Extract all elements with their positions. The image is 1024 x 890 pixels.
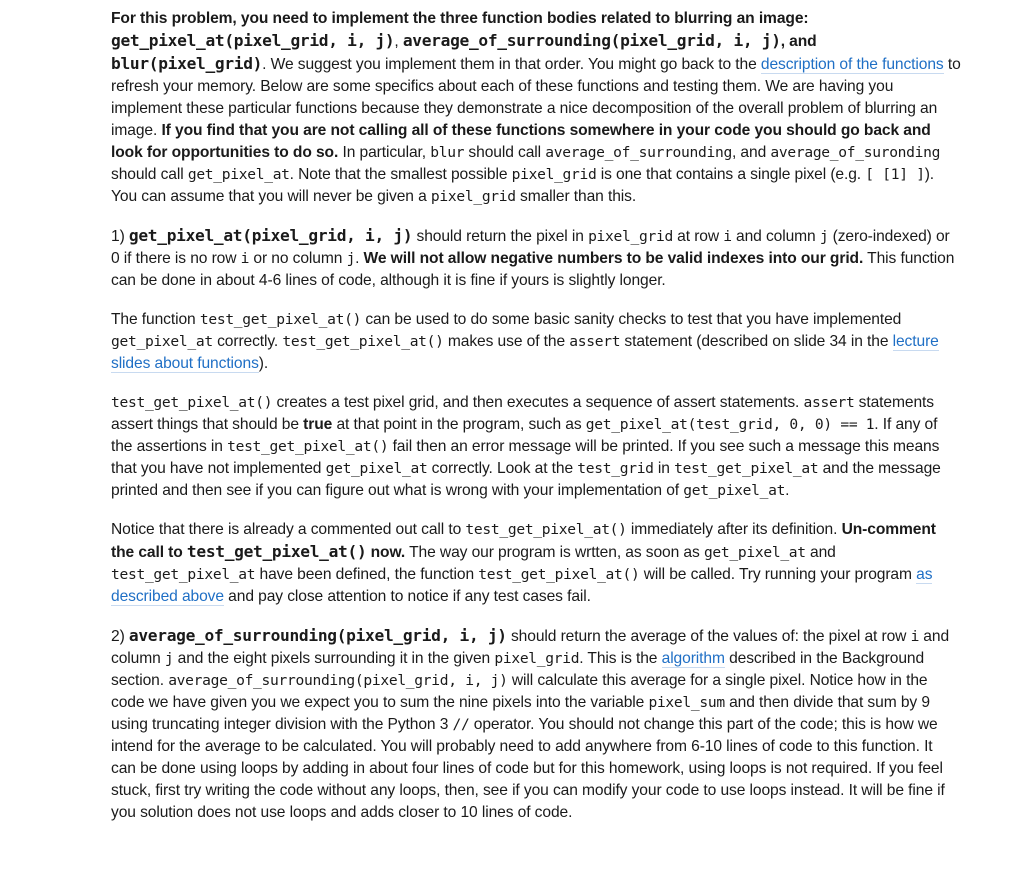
intro-paragraph: For this problem, you need to implement the three function bodies related to blurring an image: get_pixel_at(pixel_grid, i, j), average_of_surrounding(pixel_grid, i, j), and blur(pixel_grid). We suggest you implement them in that order. You might go back to the description of the functions to refresh your memory. Below are some specifics about each of these functions and testing them. We are having you implement these particular functions because they demonstrate a nice decomposition of the overall problem of blurring an image. If you find that you are not calling all of these functions somewhere in your code you should go back and look for opportunities to do so. In particular, blur should call average_of_surrounding, and average_of_suronding should call get_pixel_at. Note that the smallest possible pixel_grid is one that contains a single pixel (e.g. [ [1] ]). You can assume that you will never be given a pixel_grid smaller than this. — [111, 10, 961, 205]
blur-signature: blur(pixel_grid) — [111, 54, 263, 73]
lecture-slides-link[interactable]: lecture slides about functions — [111, 333, 939, 372]
description-of-functions-link[interactable]: description of the functions — [760, 56, 944, 73]
item-number: 1) — [111, 228, 129, 245]
negative-index-note: We will not allow negative numbers to be valid indexes into our grid. — [363, 250, 864, 267]
algorithm-link[interactable]: algorithm — [661, 650, 725, 667]
test-function-paragraph: The function test_get_pixel_at() can be used to do some basic sanity checks to test that you have implemented get_pixel_at correctly. test_get_pixel_at() makes use of the assert statement (described on slide 34 in the lecture slides about functions). — [111, 311, 939, 372]
as-described-above-link[interactable]: as described above — [111, 566, 933, 605]
calling-functions-note: If you find that you are not calling all of these functions somewhere in your code you should go back and look for opportunities to do so. — [111, 122, 931, 161]
average-of-surrounding-heading: average_of_surrounding(pixel_grid, i, j) — [128, 626, 507, 645]
homework-instructions — [111, 8, 961, 841]
uncomment-call-paragraph: Notice that there is already a commented out call to test_get_pixel_at() immediately after its definition. Un-comment the call to test_get_pixel_at() now. The way our program is wrtten, as soon as get_pixel_at and test_get_pixel_at have been defined, the function test_get_pixel_at() will be called. Try running your program as described above and pay close attention to notice if any test cases fail. — [111, 521, 936, 605]
intro-heading: For this problem, you need to implement the three function bodies related to blurring an image: — [111, 10, 809, 27]
average-of-surrounding-signature: average_of_surrounding(pixel_grid, i, j) — [402, 31, 781, 50]
get-pixel-at-signature: get_pixel_at(pixel_grid, i, j) — [111, 31, 395, 50]
get-pixel-at-heading: get_pixel_at(pixel_grid, i, j) — [128, 226, 413, 245]
assert-explanation-paragraph: test_get_pixel_at() creates a test pixel grid, and then executes a sequence of assert statements. assert statements assert things that should be true at that point in the program, such as get_pixel_at(test_grid, 0, 0) == 1. If any of the assertions in test_get_pixel_at() fail then an error message will be printed. If you see such a message this means that you have not implemented get_pixel_at correctly. Look at the test_grid in test_get_pixel_at and the message printed and then see if you can figure out what is wrong with your implementation of get_pixel_at. — [111, 394, 941, 499]
item-number: 2) — [111, 628, 129, 645]
uncomment-instruction: Un-comment the call to test_get_pixel_at() now. — [111, 521, 936, 561]
get-pixel-at-paragraph: 1) get_pixel_at(pixel_grid, i, j) should return the pixel in pixel_grid at row i and column j (zero-indexed) or 0 if there is no row i or no column j. We will not allow negative numbers to be valid indexes into our grid. This function can be done in about 4-6 lines of code, although it is fine if yours is slightly longer. — [111, 226, 955, 289]
average-of-surrounding-paragraph: 2) average_of_surrounding(pixel_grid, i, j) should return the average of the values of: the pixel at row i and column j and the eight pixels surrounding it in the given pixel_grid. This is the algorithm described in the Background section. average_of_surrounding(pixel_grid, i, j) will calculate this average for a single pixel. Notice how in the code we have given you we expect you to sum the nine pixels into the variable pixel_sum and then divide that sum by 9 using truncating integer division with the Python 3 // operator. You should not change this part of the code; this is how we intend for the average to be calculated. You will probably need to add anywhere from 6-10 lines of code to this function. It can be done using loops by adding in about four lines of code but for this homework, using loops is not required. If you feel stuck, first try writing the code without any loops, then, see if you can modify your code to use loops instead. It will be fine if you solution does not use loops and adds closer to 10 lines of code. — [111, 626, 950, 821]
assert-example: get_pixel_at(test_grid, 0, 0) == 1 — [585, 416, 875, 433]
